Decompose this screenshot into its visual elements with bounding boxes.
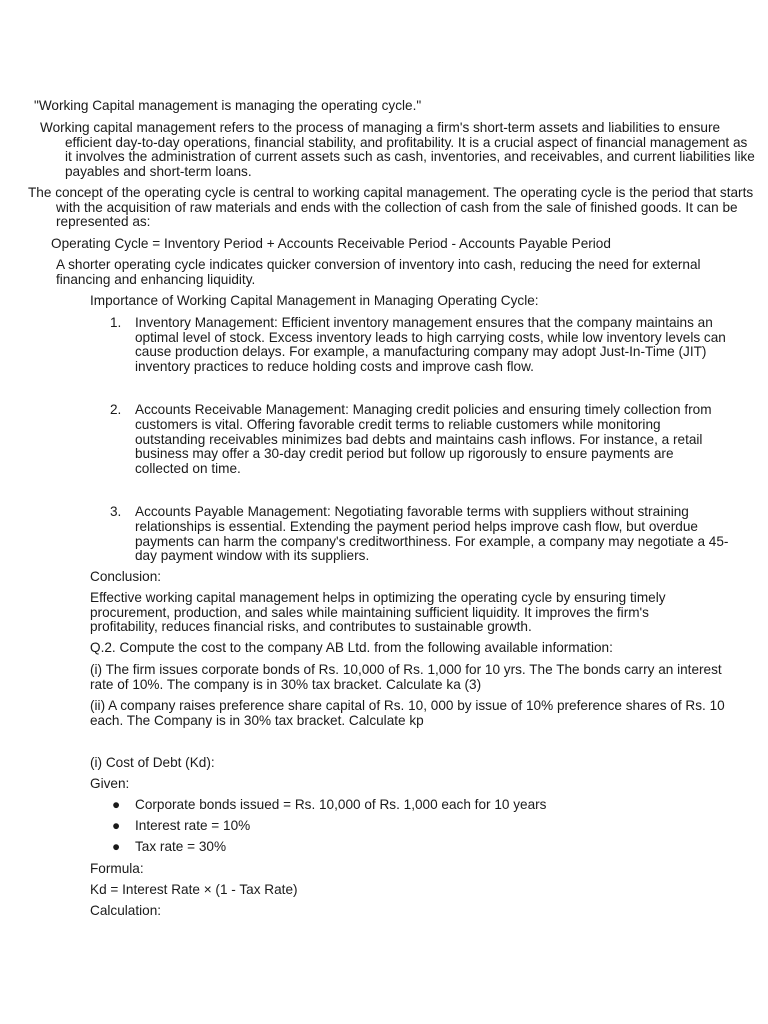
bullet-icon: ● (112, 839, 121, 855)
operating-cycle-formula: Operating Cycle = Inventory Period + Accounts Receivable Period - Accounts Payable Period (51, 236, 611, 251)
calculation-label: Calculation: (90, 903, 162, 918)
list-item-text: Interest rate = 10% (135, 818, 251, 834)
list-item-text: Accounts Receivable Management: Managing credit policies and ensuring timely collection from customers is vital. Offering favorable credit terms to reliable customers while monitoring outstanding receivables minimizes bad debts and maintains cash inflows. For instance, a retail business may offer a 30-day credit period but follow up rigorously to ensure payments are collected on time. (135, 402, 712, 476)
list-item-text: Inventory Management: Efficient inventory management ensures that the company maintains an optimal level of stock. Excess inventory leads to high carrying costs, while low inventory levels can cause production delays. For example, a manufacturing company may adopt Just-In-Time (JIT) inventory practices to reduce holding costs and improve cash flow. (135, 315, 726, 374)
shorter-cycle-paragraph: A shorter operating cycle indicates quicker conversion of inventory into cash, reducing the need for external financing and enhancing liquidity. (56, 257, 701, 287)
list-number: 1. (110, 315, 122, 330)
question-2-part-i: (i) The firm issues corporate bonds of Rs. 10,000 of Rs. 1,000 for 10 yrs. The The bonds carry an interest rate of 10%. The company is in 30% tax bracket. Calculate ka (3) (90, 662, 722, 692)
given-label: Given: (90, 776, 130, 791)
formula-label: Formula: (90, 861, 144, 876)
definition-paragraph: Working capital management refers to the process of managing a firm's short-term assets and liabilities to ensure efficient day-to-day operations, financial stability, and profitability. It is a crucial aspect of financial management as it involves the administration of current assets such as cash, inventories, and receivables, and current liabilities like payables and short-term loans. (40, 120, 755, 179)
question-2-heading: Q.2. Compute the cost to the company AB Ltd. from the following available information: (90, 640, 613, 655)
list-number: 2. (110, 402, 122, 418)
list-number: 3. (110, 504, 122, 520)
list-item (90, 316, 730, 374)
quote-line: "Working Capital management is managing the operating cycle." (34, 98, 422, 113)
kd-formula: Kd = Interest Rate × (1 - Tax Rate) (90, 882, 298, 897)
concept-paragraph: The concept of the operating cycle is central to working capital management. The operating cycle is the period that starts with the acquisition of raw materials and ends with the collection of cash from the sale of finished goods. It can be represented as: (28, 185, 754, 230)
list-item (90, 505, 730, 563)
bullet-icon: ● (112, 797, 121, 812)
conclusion-heading: Conclusion: (90, 569, 162, 584)
question-2-part-ii: (ii) A company raises preference share capital of Rs. 10, 000 by issue of 10% preference shares of Rs. 10 each. The Company is in 30% tax bracket. Calculate kp (90, 698, 725, 728)
list-item-text: Corporate bonds issued = Rs. 10,000 of Rs. 1,000 each for 10 years (135, 797, 547, 812)
cost-of-debt-heading: (i) Cost of Debt (Kd): (90, 755, 215, 770)
importance-list (90, 316, 730, 564)
given-list (90, 798, 730, 855)
list-item-text: Tax rate = 30% (135, 839, 227, 855)
importance-heading: Importance of Working Capital Management in Managing Operating Cycle: (90, 293, 539, 308)
bullet-icon: ● (112, 818, 121, 834)
list-item (90, 403, 730, 476)
list-item (90, 798, 730, 813)
conclusion-paragraph: Effective working capital management helps in optimizing the operating cycle by ensuring timely procurement, production, and sales while maintaining sufficient liquidity. It improves the firm's profitability, reduces financial risks, and contributes to sustainable growth. (90, 590, 666, 635)
list-item-text: Accounts Payable Management: Negotiating favorable terms with suppliers without straining relationships is essential. Extending the payment period helps improve cash flow, but overdue payments can harm the company's creditworthiness. For example, a company may negotiate a 45-day payment window with its suppliers. (135, 504, 729, 564)
list-item (90, 819, 730, 834)
list-item (90, 840, 730, 855)
